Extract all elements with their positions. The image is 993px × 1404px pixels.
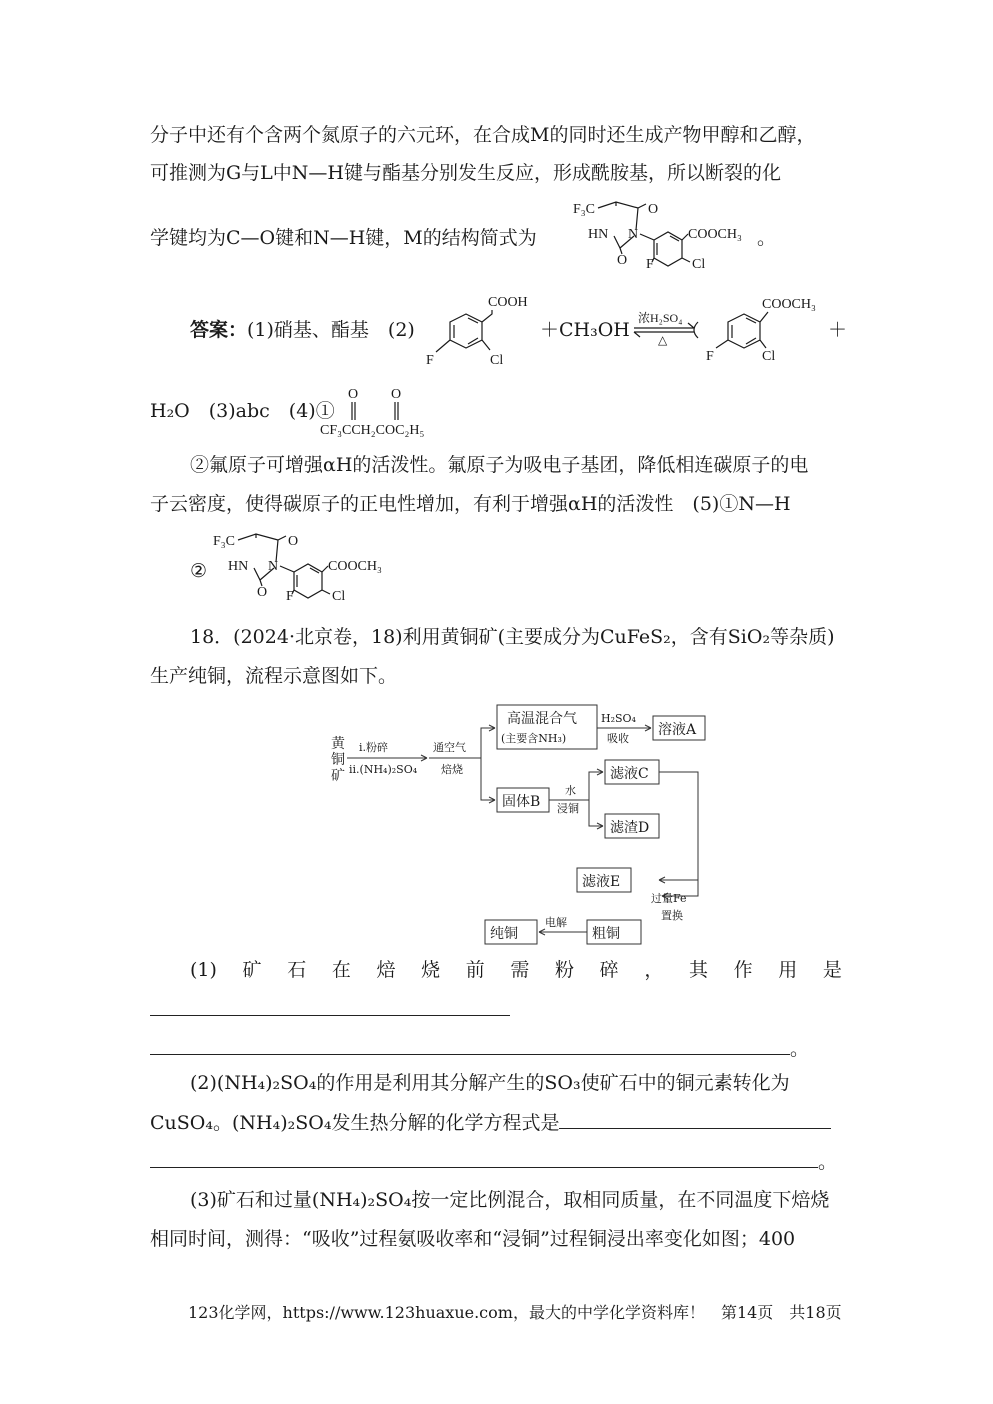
flow-leach1: 水 bbox=[565, 784, 576, 797]
ketoester-o1: O bbox=[348, 387, 359, 402]
q1-blank-line1[interactable] bbox=[150, 997, 510, 1022]
q1-c1: (1) bbox=[190, 959, 217, 981]
struct-m-f: F bbox=[646, 257, 654, 272]
flow-gas2: (主要含NH₃) bbox=[501, 732, 567, 745]
q1-c13: 作 bbox=[733, 959, 753, 981]
flow-roast1: 通空气 bbox=[433, 741, 466, 754]
q1-c12: 其 bbox=[688, 959, 708, 981]
q1-c5: 焙 bbox=[376, 959, 396, 981]
struct-m-cooch3: COOCH₃ bbox=[688, 227, 742, 242]
reagent-top: 浓H₂SO₄ bbox=[638, 311, 683, 325]
struct-ester-cooch3: COOCH₃ bbox=[762, 297, 816, 312]
flow-filt-e: 滤液E bbox=[582, 874, 621, 890]
struct-m-n: N bbox=[628, 227, 639, 242]
flow-residue-d: 滤渣D bbox=[610, 820, 650, 836]
flow-solid-b: 固体B bbox=[502, 794, 541, 810]
structure-benzoic-acid bbox=[420, 290, 550, 370]
struct-acid-cl: Cl bbox=[490, 353, 504, 368]
struct-m-cl: Cl bbox=[692, 257, 706, 272]
q2-line2-text: CuSO₄。(NH₄)₂SO₄发生热分解的化学方程式是 bbox=[150, 1112, 560, 1134]
para1-line1: 分子中还有个含两个氮原子的六元环，在合成M的同时还生成产物甲醇和乙醇， bbox=[150, 124, 816, 146]
reaction-arrow bbox=[632, 308, 702, 348]
q1-c3: 石 bbox=[287, 959, 307, 981]
q2-line1: (2)(NH₄)₂SO₄的作用是利用其分解产生的SO₃使矿石中的铜元素转化为 bbox=[190, 1072, 790, 1094]
q3-line1: (3)矿石和过量(NH₄)₂SO₄按一定比例混合，取相同质量，在不同温度下焙烧 bbox=[190, 1189, 830, 1211]
flow-ore2: 铜 bbox=[331, 752, 345, 768]
ketoester-formula: CF₃CCH₂COC₂H₅ bbox=[320, 423, 425, 438]
flow-filt-c: 滤液C bbox=[610, 766, 649, 782]
para1-line3 bbox=[150, 226, 537, 250]
flow-sol-a: 溶液A bbox=[658, 722, 697, 738]
flow-pure: 纯铜 bbox=[490, 926, 518, 942]
para1-line3-text: 学键均为C—O键和N—H键，M的结构简式为 bbox=[150, 227, 537, 249]
q1-line bbox=[190, 958, 842, 982]
ketoester-o2: O bbox=[391, 387, 402, 402]
structure-m bbox=[570, 196, 760, 276]
flow-absorb2: 吸收 bbox=[607, 732, 629, 745]
struct-m-f3c: F₃C bbox=[573, 202, 596, 217]
flow-fe2: 置换 bbox=[661, 909, 683, 922]
struct-m2-cooch3: COOCH₃ bbox=[328, 559, 382, 574]
page-footer: 123化学网，https://www.123huaxue.com，最大的中学化学资料库！ 第14页 共18页 bbox=[188, 1303, 842, 1322]
answer-label: 答案： bbox=[190, 319, 248, 341]
flow-step-i: ⅰ.粉碎 bbox=[359, 741, 389, 754]
q2-blank-line[interactable] bbox=[150, 1149, 837, 1174]
struct-m2-f3c: F₃C bbox=[213, 534, 236, 549]
q2-blank-inline[interactable] bbox=[559, 1110, 831, 1129]
structure-ketoester bbox=[318, 380, 468, 440]
flow-leach2: 浸铜 bbox=[557, 802, 579, 815]
flow-elec: 电解 bbox=[545, 916, 567, 929]
para1-end: 。 bbox=[757, 227, 777, 249]
answer-line3: 子云密度，使得碳原子的正电性增加，有利于增强αH的活泼性 (5)①N—H bbox=[150, 493, 791, 515]
flow-step-ii: ⅱ.(NH₄)₂SO₄ bbox=[349, 763, 418, 776]
answer-circle2: ② bbox=[190, 560, 208, 582]
struct-ester-cl: Cl bbox=[762, 349, 776, 364]
flowchart bbox=[325, 700, 710, 950]
structure-ester bbox=[702, 290, 832, 370]
q18-line2: 生产纯铜，流程示意图如下。 bbox=[150, 665, 398, 687]
answer-water-line: H₂O (3)abc (4)① bbox=[150, 400, 335, 422]
q3-line2: 相同时间，测得：“吸收”过程氨吸收率和“浸铜”过程铜浸出率变化如图；400 bbox=[150, 1228, 796, 1250]
reagent-bottom: △ bbox=[658, 333, 668, 347]
q1-c4: 在 bbox=[331, 959, 351, 981]
struct-ester-f: F bbox=[706, 349, 714, 364]
q1-blank-line2[interactable] bbox=[150, 1036, 809, 1061]
q1-c15: 是 bbox=[822, 959, 842, 981]
q1-c6: 烧 bbox=[421, 959, 441, 981]
flow-gas1: 高温混合气 bbox=[507, 711, 577, 727]
struct-m2-f: F bbox=[286, 589, 294, 604]
q1-c10: 碎 bbox=[599, 959, 619, 981]
answer-plus-ch3oh: ＋CH₃OH bbox=[540, 319, 630, 341]
flow-crude: 粗铜 bbox=[592, 926, 620, 942]
q1-c7: 前 bbox=[465, 959, 485, 981]
q2-end: 。 bbox=[818, 1151, 838, 1173]
struct-acid-f: F bbox=[426, 353, 434, 368]
q1-end: 。 bbox=[790, 1038, 810, 1060]
flow-roast2: 焙烧 bbox=[441, 763, 463, 776]
flow-absorb1: H₂SO₄ bbox=[601, 712, 636, 725]
structure-m-answer bbox=[210, 528, 400, 608]
answer-plus: ＋ bbox=[828, 319, 848, 341]
struct-m-o-bottom: O bbox=[617, 253, 628, 268]
struct-cooh: COOH bbox=[488, 295, 528, 310]
flow-fe1: 过量Fe bbox=[651, 892, 687, 905]
q1-c2: 矿 bbox=[242, 959, 262, 981]
q1-c9: 粉 bbox=[555, 959, 575, 981]
answer-line2: ②氟原子可增强αH的活泼性。氟原子为吸电子基团，降低相连碳原子的电 bbox=[190, 454, 809, 476]
struct-m2-o-bottom: O bbox=[257, 585, 268, 600]
struct-m2-cl: Cl bbox=[332, 589, 346, 604]
flow-ore1: 黄 bbox=[331, 736, 345, 752]
q1-c14: 用 bbox=[778, 959, 798, 981]
para1-line2: 可推测为G与L中N—H键与酯基分别发生反应，形成酰胺基，所以断裂的化 bbox=[150, 162, 781, 184]
answer-line1 bbox=[190, 318, 415, 342]
answer-part1: (1)硝基、酯基 (2) bbox=[247, 319, 415, 341]
q1-c8: 需 bbox=[510, 959, 530, 981]
q1-c11: ， bbox=[644, 959, 664, 981]
flow-ore3: 矿 bbox=[331, 768, 345, 784]
q18-line1: 18．(2024·北京卷，18)利用黄铜矿(主要成分为CuFeS₂，含有SiO₂等杂质) bbox=[190, 626, 835, 648]
struct-m2-n: N bbox=[268, 559, 279, 574]
struct-m2-o-top: O bbox=[288, 534, 299, 549]
q2-line2 bbox=[150, 1110, 831, 1135]
struct-m-o-top: O bbox=[648, 202, 659, 217]
struct-m-hn: HN bbox=[588, 227, 609, 242]
struct-m2-hn: HN bbox=[228, 559, 249, 574]
